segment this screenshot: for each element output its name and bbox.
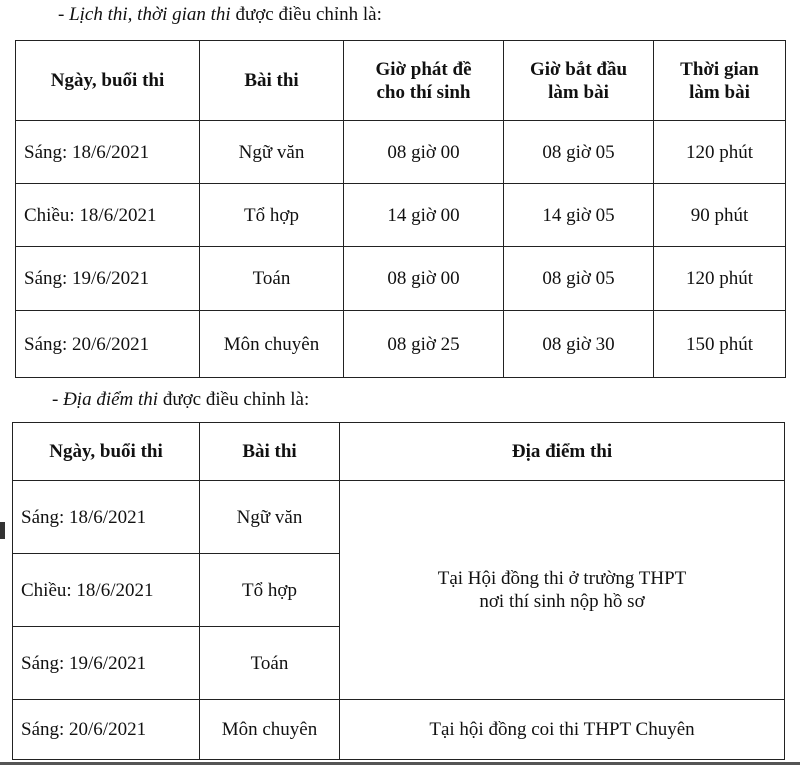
- location-table: [12, 422, 785, 760]
- table-row: [16, 121, 786, 184]
- row-subject: Tổ hợp: [200, 184, 344, 247]
- row-start: 08 giờ 05: [504, 121, 654, 184]
- header-date: Ngày, buổi thi: [13, 423, 200, 481]
- row-location: Tại hội đồng coi thi THPT Chuyên: [340, 700, 785, 760]
- header-subject: Bài thi: [200, 423, 340, 481]
- row-duration: 90 phút: [654, 184, 786, 247]
- header-location: Địa điểm thi: [340, 423, 785, 481]
- row-date: Chiều: 18/6/2021: [16, 184, 200, 247]
- row-start: 14 giờ 05: [504, 184, 654, 247]
- row-duration: 150 phút: [654, 311, 786, 378]
- header-duration: [654, 41, 786, 121]
- row-date: Chiều: 18/6/2021: [13, 554, 200, 627]
- table-row: [13, 700, 785, 760]
- location-line-2: nơi thí sinh nộp hồ sơ: [479, 591, 645, 612]
- row-distribute: 08 giờ 00: [344, 247, 504, 311]
- row-subject: Toán: [200, 247, 344, 311]
- row-duration: 120 phút: [654, 121, 786, 184]
- header-start-time: [504, 41, 654, 121]
- row-date: Sáng: 18/6/2021: [13, 481, 200, 554]
- row-subject: Toán: [200, 627, 340, 700]
- merged-location-cell: [340, 481, 785, 700]
- header-distribute-time: [344, 41, 504, 121]
- schedule-caption-italic: Lịch thi, thời gian thi: [69, 4, 231, 25]
- row-subject: Ngữ văn: [200, 481, 340, 554]
- header-duration-text: Thời gian làm bài: [680, 58, 759, 103]
- location-caption: [52, 389, 309, 411]
- row-date: Sáng: 20/6/2021: [16, 311, 200, 378]
- table-row: [13, 481, 785, 554]
- table-row: [16, 184, 786, 247]
- header-subject: Bài thi: [200, 41, 344, 121]
- table-row: [16, 311, 786, 378]
- row-distribute: 08 giờ 00: [344, 121, 504, 184]
- schedule-header-row: [16, 41, 786, 121]
- location-caption-italic: Địa điểm thi: [63, 389, 159, 410]
- row-date: Sáng: 19/6/2021: [13, 627, 200, 700]
- location-caption-rest: được điều chỉnh là:: [158, 389, 310, 410]
- header-start-text: Giờ bắt đầu làm bài: [529, 58, 628, 103]
- row-date: Sáng: 19/6/2021: [16, 247, 200, 311]
- schedule-caption: [58, 4, 382, 26]
- row-subject: Môn chuyên: [200, 700, 340, 760]
- margin-marker: [0, 522, 5, 539]
- row-subject: Tổ hợp: [200, 554, 340, 627]
- row-subject: Ngữ văn: [200, 121, 344, 184]
- header-distribute-text: Giờ phát đề cho thí sinh: [375, 58, 472, 103]
- schedule-caption-rest: được điều chỉnh là:: [230, 4, 382, 25]
- row-subject: Môn chuyên: [200, 311, 344, 378]
- table-row: [16, 247, 786, 311]
- schedule-table: [15, 40, 786, 378]
- row-date: Sáng: 20/6/2021: [13, 700, 200, 760]
- location-caption-prefix: -: [52, 389, 64, 410]
- row-start: 08 giờ 05: [504, 247, 654, 311]
- row-start: 08 giờ 30: [504, 311, 654, 378]
- row-date: Sáng: 18/6/2021: [16, 121, 200, 184]
- schedule-caption-prefix: -: [58, 4, 70, 25]
- location-line-1: Tại Hội đồng thi ở trường THPT: [437, 568, 687, 589]
- location-header-row: [13, 423, 785, 481]
- row-duration: 120 phút: [654, 247, 786, 311]
- header-date: Ngày, buổi thi: [16, 41, 200, 121]
- row-distribute: 08 giờ 25: [344, 311, 504, 378]
- bottom-divider: [0, 762, 800, 765]
- row-distribute: 14 giờ 00: [344, 184, 504, 247]
